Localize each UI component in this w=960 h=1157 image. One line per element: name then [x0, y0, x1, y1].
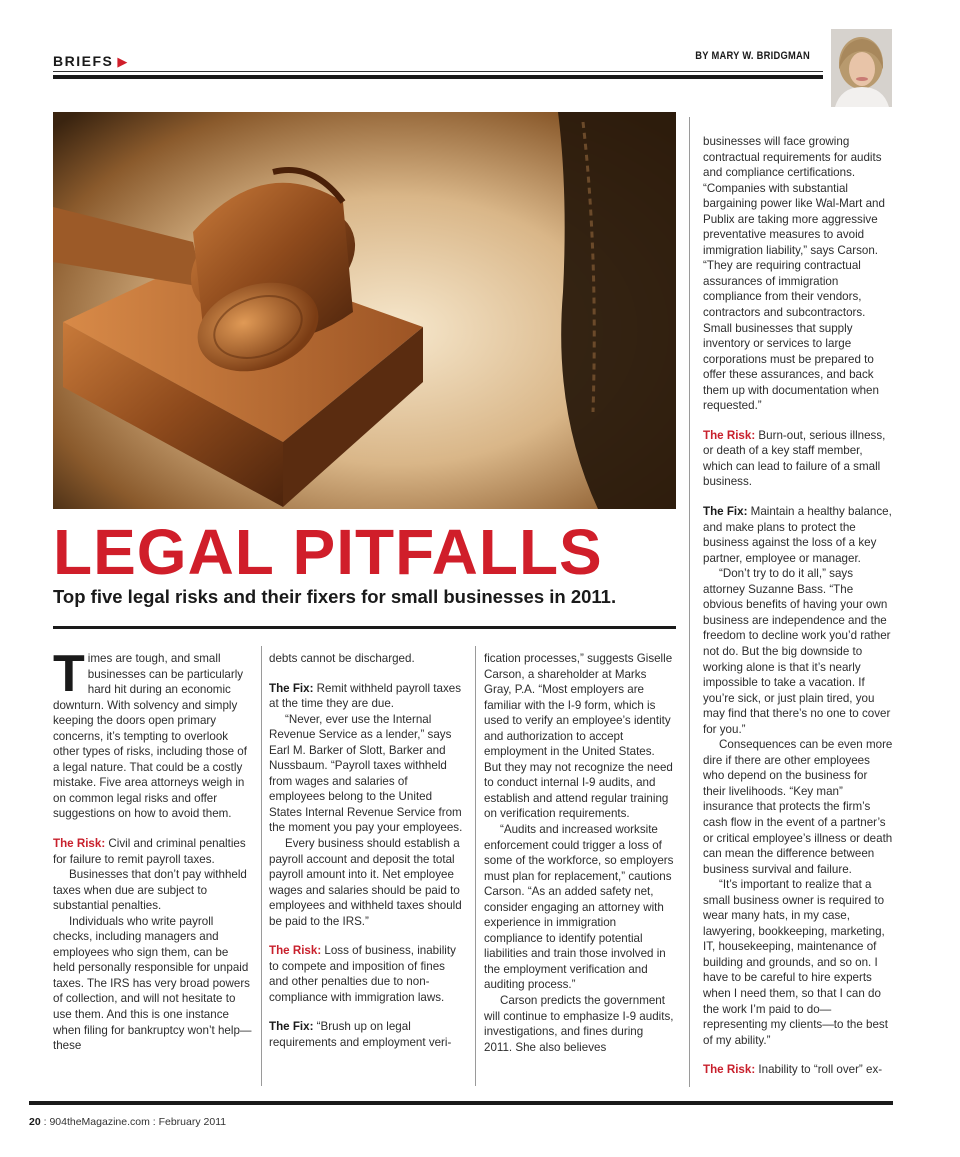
risk-paragraph: The Risk: Inability to “roll over” ex- — [703, 1063, 883, 1077]
fix-paragraph: The Fix: “Brush up on legal requirements and employment veri- — [269, 1020, 452, 1050]
body-paragraph: “Audits and increased worksite enforcement could trigger a loss of some of the workforce, so employers must plan for replacement,” cautions Carson. “As an added safety net, consider engaging an attorney with experience in immigration compliance to identify potential liabilities and train those involved in the employment verification and auditing process.” — [484, 823, 674, 992]
gavel-photo — [53, 112, 676, 509]
fix-label: The Fix: — [269, 681, 314, 695]
article-column-2 — [269, 651, 465, 1051]
article-column-4 — [703, 134, 893, 1078]
body-paragraph: “Don’t try to do it all,” says attorney Suzanne Bass. “The obvious benefits of having your own business are independence and the freedom to decline work you’d rather not do. But the big downside to working alone is that it’s nearly impossible to take a vacation. If you’re sick, or just plain tired, you may find that there’s no one to cover for you.” — [703, 567, 891, 736]
body-paragraph: “Never, ever use the Internal Revenue Service as a lender,” says Earl M. Barker of Slott, Barker and Nussbaum. “Payroll taxes withheld from wages and salaries of employees belong to the United States Internal Revenue Service from the moment you pay your employees. — [269, 712, 463, 835]
fix-paragraph: The Fix: Remit withheld payroll taxes at the time they are due. — [269, 681, 462, 711]
article-column-3 — [484, 651, 674, 1055]
footer-rule — [29, 1101, 893, 1105]
byline: BY MARY W. BRIDGMAN — [695, 50, 810, 62]
header-rule-thick — [53, 75, 823, 79]
risk-paragraph: The Risk: Loss of business, inability to compete and imposition of fines and other penalties due to non-compliance with immigration laws. — [269, 944, 456, 1004]
section-label — [53, 53, 129, 70]
drop-cap: T — [53, 645, 85, 703]
column-divider — [689, 117, 690, 1087]
risk-label: The Risk: — [703, 1063, 756, 1077]
column-divider — [475, 646, 476, 1086]
body-paragraph: Carson predicts the government will continue to emphasize I-9 audits, investigations, and fines during 2011. She also believes — [484, 994, 674, 1054]
risk-label: The Risk: — [703, 428, 756, 442]
risk-paragraph: The Risk: Burn-out, serious illness, or death of a key staff member, which can lead to failure of a small business. — [703, 428, 886, 489]
article-column-1 — [53, 645, 253, 1054]
body-paragraph: Consequences can be even more dire if there are other employees who depend on the business for their livelihoods. “Key man” insurance that protects the firm’s cash flow in the event of a partner’s or critical employee’s illness or death can mean the difference between business survival and failure. — [703, 738, 893, 876]
risk-paragraph: The Risk: Civil and criminal penalties for failure to remit payroll taxes. — [53, 837, 246, 866]
header-rule-thin — [53, 71, 823, 72]
column-divider — [261, 646, 262, 1086]
headline-rule — [53, 626, 676, 629]
body-paragraph: “It’s important to realize that a small business owner is required to wear many hats, in my case, lawyering, bookkeeping, marketing, IT, housekeeping, maintenance of building and grounds, and so on. I have to be careful to hire experts when I need them, so that I can do the work I’m paid to do—representing my clients—to the best of my ability.” — [703, 878, 888, 1047]
section-name: BRIEFS — [53, 53, 114, 69]
author-photo — [831, 29, 892, 107]
body-paragraph: debts cannot be discharged. — [269, 652, 415, 665]
body-paragraph: Individuals who write payroll checks, including managers and employees who sign them, can be held personally responsible for unpaid taxes. The IRS has very broad powers of collection, and will not hesitate to use them. And this is one instance when filing for bankruptcy won’t help—these — [53, 914, 252, 1053]
folio-text: : 904theMagazine.com : February 2011 — [40, 1116, 227, 1128]
fix-paragraph: The Fix: Maintain a healthy balance, and make plans to protect the business against the loss of a key partner, employee or manager. — [703, 505, 892, 565]
dek: Top five legal risks and their fixers for small businesses in 2011. — [53, 586, 617, 607]
folio — [29, 1116, 226, 1128]
triangle-right-icon: ▶ — [117, 54, 129, 69]
headline: LEGAL PITFALLS — [53, 516, 603, 588]
page-number: 20 — [29, 1116, 41, 1128]
body-paragraph: Businesses that don’t pay withheld taxes when due are subject to substantial penalties. — [53, 868, 247, 913]
body-paragraph: Every business should establish a payroll account and deposit the total payroll amount into it. Net employee wages and salaries should be paid to employees and withheld taxes should be paid to the IRS.” — [269, 837, 462, 928]
risk-label: The Risk: — [269, 944, 322, 958]
risk-label: The Risk: — [53, 837, 106, 851]
body-paragraph: fication processes,” suggests Giselle Carson, a shareholder at Marks Gray, P.A. “Most employers are familiar with the I-9 form, which is used to verify an employee’s identity and authorization to accept employment in the United States. But they may not recognize the need to conduct internal I-9 audits, and establish and attend regular training on verification requirements. — [484, 652, 673, 821]
fix-label: The Fix: — [703, 505, 748, 519]
intro-paragraph: Times are tough, and small businesses can be particularly hard hit during an economic downturn. With solvency and simply keeping the doors open primary concerns, it’s tempting to overlook other types of risks, including those of a legal nature. That could be a costly mistake. Five area attorneys weigh in on common legal risks and offer suggestions on how to avoid them. — [53, 645, 247, 821]
body-paragraph: businesses will face growing contractual requirements for audits and compliance certifications. “Companies with substantial bargaining power like Wal-Mart and Publix are taking more aggressive preventative measures to avoid immigration liability,” says Carson. “They are requiring contractual assurances of immigration compliance from their vendors, contractors and subcontractors. Small businesses that supply inventory or services to large corporations must be prepared to offer these assurances, and back them up with documentation when requested.” — [703, 135, 885, 413]
fix-label: The Fix: — [269, 1020, 314, 1034]
